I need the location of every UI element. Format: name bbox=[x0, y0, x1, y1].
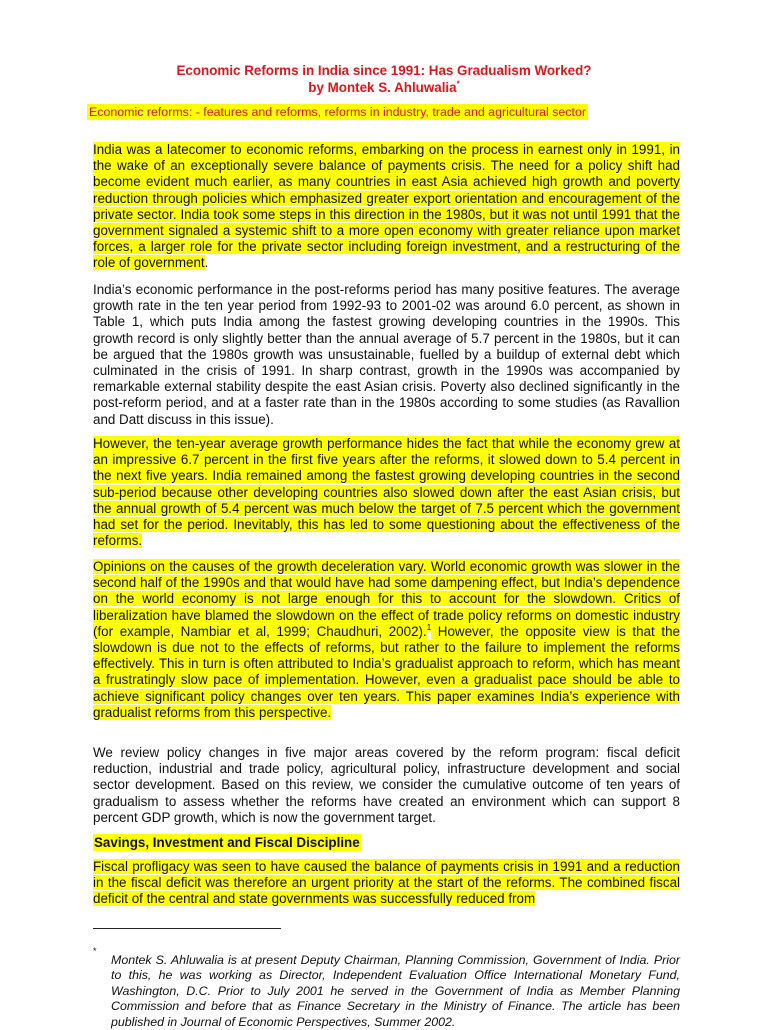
author-footnote-mark: * bbox=[456, 79, 460, 89]
paragraph-1 bbox=[93, 142, 680, 272]
paragraph-1-text: India was a latecomer to economic reforms, embarking on the process in earnest only in 1991, in the wake of an exceptionally severe balance of payments crisis. The need for a policy shift had become evident much earlier, as many countries in east Asia achieved high growth and poverty reduction through policies which emphasized greater export orientation and encouragement of the private sector. India took some steps in this direction in the 1980s, but it was not until 1991 that the government signaled a systemic shift to a more open economy with greater reliance upon market forces, a larger role for the private sector including foreign investment, and a restructuring of the role of government bbox=[93, 142, 680, 271]
author-byline: by Montek S. Ahluwalia bbox=[308, 80, 457, 95]
paragraph-4 bbox=[93, 559, 680, 721]
paragraph-3-text: However, the ten-year average growth performance hides the fact that while the economy grew at an impressive 6.7 percent in the first five years after the reforms, it slowed down to 5.4 percent in the next five years. India remained among the fastest growing developing countries in the second sub-period because other developing countries also slowed down after the east Asian crisis, but the annual growth of 5.4 percent was much below the target of 7.5 percent which the government had set for the period. Inevitably, this has led to some questioning about the effectiveness of the reforms. bbox=[93, 436, 680, 549]
paragraph-6 bbox=[93, 859, 680, 908]
paragraph-3 bbox=[93, 436, 680, 549]
paragraph-4-text-a: Opinions on the causes of the growth deceleration vary. World economic growth was slower in the second half of the 1990s and that would have had some dampening effect, but India’s dependence on the world economy is not large enough for this to account for the slowdown. Critics of liberalization have blamed the slowdown on the effect of trade policy reforms on domestic industry (for example, Nambiar et al, 1999; Chaudhuri, 2002). bbox=[93, 559, 680, 639]
footnote-text: Montek S. Ahluwalia is at present Deputy Chairman, Planning Commission, Government of India. Prior to this, he was working as Director, Independent Evaluation Office International Monetary Fund, Washington, D.C. Prior to July 2001 he served in the Government of India as Member Planning Commission and before that as Finance Secretary in the Ministry of Finance. The article has been published in Journal of Economic Perspectives, Summer 2002. bbox=[111, 953, 680, 1029]
title-line-2 bbox=[0, 79, 768, 96]
paragraph-4-text-b: However, the opposite view is that the slowdown is due not to the effects of reforms, but rather to the failure to implement the reforms effectively. This in turn is often attributed to India’s gradualist approach to reform, which has meant a frustratingly slow pace of implementation. However, even a gradualist pace should be able to achieve significant policy changes over ten years. This paper examines India’s experience with gradualist reforms from this perspective. bbox=[93, 623, 681, 720]
paragraph-2: India’s economic performance in the post-reforms period has many positive features. The average growth rate in the ten year period from 1992-93 to 2001-02 was around 6.0 percent, as shown in Table 1, which puts India among the fastest growing developing countries in the 1990s. This growth record is only slightly better than the annual average of 5.7 percent in the 1980s, but it can be argued that the 1980s growth was unsustainable, fuelled by a buildup of external debt which culminated in the crisis of 1991. In sharp contrast, growth in the 1990s was accompanied by remarkable external stability despite the east Asian crisis. Poverty also declined significantly in the post-reform period, and at a faster rate than in the 1980s according to some studies (as Ravallion and Datt discuss in this issue). bbox=[93, 282, 680, 427]
footnote-divider bbox=[93, 928, 281, 929]
paragraph-1-end: . bbox=[204, 255, 209, 271]
paragraph-5: We review policy changes in five major areas covered by the reform program: fiscal deficit reduction, industrial and trade policy, agricultural policy, infrastructure development and social sector development. Based on this review, we consider the cumulative outcome of ten years of gradualism to assess whether the reforms have created an environment which can support 8 percent GDP growth, which is now the government target. bbox=[93, 745, 680, 825]
footnote-mark: * bbox=[93, 946, 97, 956]
title-line-1: Economic Reforms in India since 1991: Has Gradualism Worked? bbox=[176, 63, 592, 78]
paragraph-6-text: Fiscal profligacy was seen to have caused the balance of payments crisis in 1991 and a reduction in the fiscal deficit was therefore an urgent priority at the start of the reforms. The combined fiscal deficit of the central and state governments was successfully reduced from bbox=[93, 859, 680, 907]
section-heading: Savings, Investment and Fiscal Discipline bbox=[94, 835, 360, 850]
footnote-ref-1: 1 bbox=[426, 623, 432, 633]
topic-subtitle: Economic reforms: - features and reforms, reforms in industry, trade and agricultural sector bbox=[89, 105, 586, 119]
document-title bbox=[0, 62, 768, 96]
